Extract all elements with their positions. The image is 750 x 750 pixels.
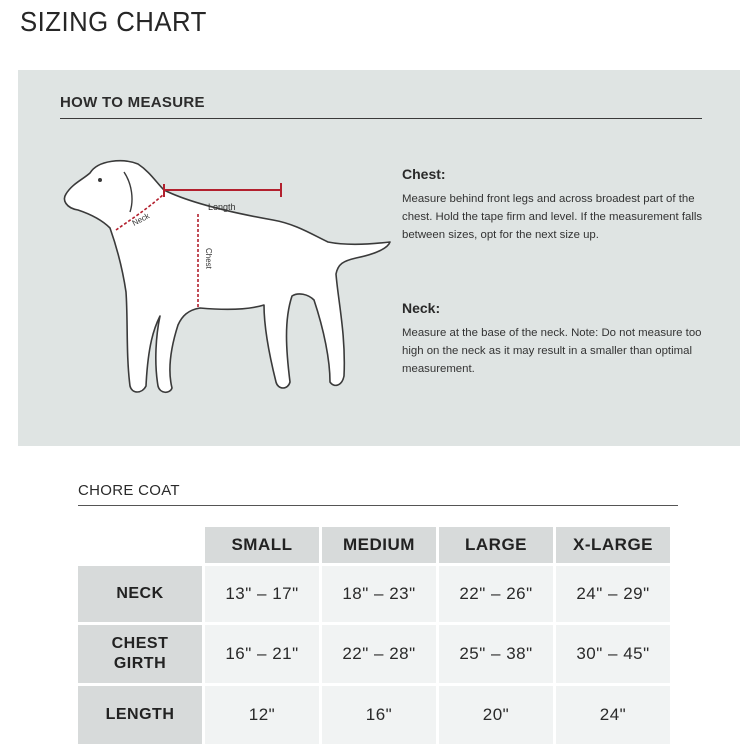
size-table: [75, 524, 673, 747]
size-table-corner: [78, 527, 202, 563]
table-cell: 13" – 17": [205, 566, 319, 622]
chore-coat-divider: [78, 505, 678, 506]
column-header-x-large: X-LARGE: [556, 527, 670, 563]
how-to-measure-panel: [18, 70, 740, 446]
chore-coat-heading: CHORE COAT: [78, 482, 180, 499]
table-row-chest-girth: [78, 625, 670, 683]
table-cell: 12": [205, 686, 319, 744]
table-cell: 24": [556, 686, 670, 744]
neck-instructions-title: Neck:: [402, 300, 441, 316]
row-header-chest-girth: [78, 625, 202, 683]
dog-eye: [98, 178, 102, 182]
table-row-length: [78, 686, 670, 744]
chest-instructions-title: Chest:: [402, 166, 446, 182]
chest-label: Chest: [204, 248, 213, 269]
row-header-chest-girth-line2: GIRTH: [113, 655, 167, 672]
heading-divider: [60, 118, 702, 119]
how-to-measure-heading: HOW TO MEASURE: [60, 94, 205, 111]
column-header-medium: MEDIUM: [322, 527, 436, 563]
table-cell: 16" – 21": [205, 625, 319, 683]
table-cell: 22" – 26": [439, 566, 553, 622]
chest-instructions: [402, 166, 712, 244]
size-table-header-row: [78, 527, 670, 563]
length-label: Length: [208, 202, 236, 212]
dog-measurement-diagram: [38, 150, 408, 400]
row-header-length-line1: LENGTH: [105, 706, 175, 723]
neck-instructions: [402, 300, 712, 378]
row-header-neck-line1: NECK: [116, 585, 164, 602]
table-cell: 18" – 23": [322, 566, 436, 622]
table-cell: 20": [439, 686, 553, 744]
page-title: SIZING CHART: [20, 6, 207, 37]
dog-silhouette: [65, 161, 391, 393]
table-cell: 30" – 45": [556, 625, 670, 683]
row-header-neck: [78, 566, 202, 622]
neck-instructions-text: Measure at the base of the neck. Note: Do not measure too high on the neck as it may result in a smaller than optimal measurement.: [402, 327, 702, 375]
table-cell: 24" – 29": [556, 566, 670, 622]
table-row-neck: [78, 566, 670, 622]
column-header-large: LARGE: [439, 527, 553, 563]
table-cell: 25" – 38": [439, 625, 553, 683]
chest-instructions-text: Measure behind front legs and across broadest part of the chest. Hold the tape firm and level. If the measurement falls between sizes, opt for the next size up.: [402, 193, 703, 241]
row-header-chest-girth-line1: CHEST: [111, 635, 169, 652]
table-cell: 22" – 28": [322, 625, 436, 683]
table-cell: 16": [322, 686, 436, 744]
column-header-small: SMALL: [205, 527, 319, 563]
row-header-length: [78, 686, 202, 744]
neck-label: Neck: [130, 211, 152, 228]
